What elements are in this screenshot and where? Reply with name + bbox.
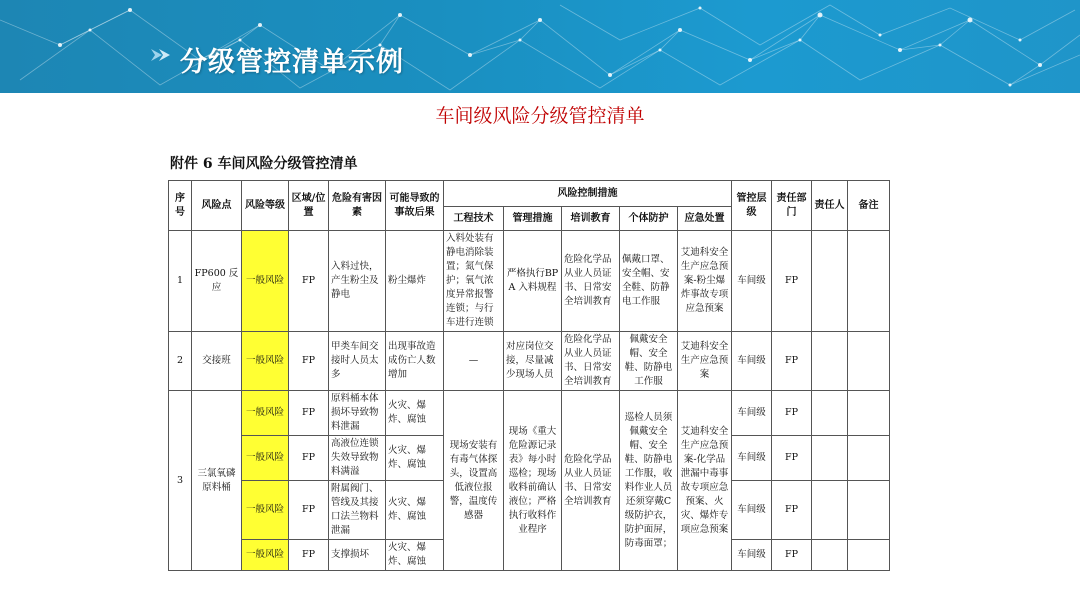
cell-risk-level: 一般风险 [242, 540, 289, 571]
header-control-level: 管控层级 [732, 181, 772, 231]
cell-risk-level: 一般风险 [242, 436, 289, 481]
cell-person [812, 481, 848, 540]
cell-training: 危险化学品从业人员证书、日常安全培训教育 [562, 332, 620, 391]
header-risk-level: 风险等级 [242, 181, 289, 231]
cell-training: 危险化学品从业人员证书、日常安全培训教育 [562, 391, 620, 571]
cell-dept: FP [772, 481, 812, 540]
cell-consequence: 火灾、爆炸、腐蚀 [386, 436, 444, 481]
cell-person [812, 391, 848, 436]
cell-risk-level: 一般风险 [242, 391, 289, 436]
cell-remark [848, 391, 890, 436]
cell-engineering: — [444, 332, 504, 391]
cell-remark [848, 481, 890, 540]
cell-remark [848, 332, 890, 391]
cell-area: FP [289, 332, 329, 391]
cell-area: FP [289, 540, 329, 571]
page-title: 分级管控清单示例 [180, 47, 404, 78]
table-row [169, 391, 890, 436]
cell-ppe: 巡检人员须佩戴安全帽、安全鞋、防静电工作服，收料作业人员还须穿戴C级防护衣，防护面屏，防毒面罩； [620, 391, 678, 571]
cell-risk-level: 一般风险 [242, 231, 289, 332]
cell-emergency: 艾迪科安全生产应急预案-粉尘爆炸事故专项应急预案 [678, 231, 732, 332]
table-title: 车间级风险分级管控清单 [435, 105, 645, 127]
cell-control-level: 车间级 [732, 332, 772, 391]
cell-risk-point: 三氯氧磷原料桶 [192, 391, 242, 571]
header-dept: 责任部门 [772, 181, 812, 231]
cell-remark [848, 231, 890, 332]
cell-consequence: 火灾、爆炸、腐蚀 [386, 391, 444, 436]
cell-ppe: 佩戴安全帽、安全鞋、防静电工作服 [620, 332, 678, 391]
cell-person [812, 231, 848, 332]
cell-seq: 3 [169, 391, 192, 571]
cell-consequence: 火灾、爆炸、腐蚀 [386, 481, 444, 540]
header-seq: 序号 [169, 181, 192, 231]
cell-consequence: 粉尘爆炸 [386, 231, 444, 332]
header-banner [0, 0, 1080, 93]
header-management: 管理措施 [504, 207, 562, 231]
cell-risk-point: FP600 反应 [192, 231, 242, 332]
table-row [169, 332, 890, 391]
header-consequence: 可能导致的事故后果 [386, 181, 444, 231]
cell-emergency: 艾迪科安全生产应急预案 [678, 332, 732, 391]
header-training: 培训教育 [562, 207, 620, 231]
cell-dept: FP [772, 332, 812, 391]
cell-control-level: 车间级 [732, 436, 772, 481]
header-area: 区域/位置 [289, 181, 329, 231]
cell-area: FP [289, 231, 329, 332]
cell-area: FP [289, 481, 329, 540]
cell-risk-level: 一般风险 [242, 481, 289, 540]
risk-control-table [168, 180, 890, 571]
arrow-icon [150, 47, 172, 63]
cell-area: FP [289, 391, 329, 436]
cell-hazard: 附属阀门、管线及其接口法兰物料泄漏 [329, 481, 386, 540]
cell-seq: 1 [169, 231, 192, 332]
cell-seq: 2 [169, 332, 192, 391]
cell-risk-point: 交接班 [192, 332, 242, 391]
table-row [169, 231, 890, 332]
cell-dept: FP [772, 391, 812, 436]
cell-management: 现场《重大危险源记录表》每小时巡检；现场收料前确认液位；严格执行收料作业程序 [504, 391, 562, 571]
header-remark: 备注 [848, 181, 890, 231]
cell-remark [848, 540, 890, 571]
cell-management: 对应岗位交接，尽量减少现场人员 [504, 332, 562, 391]
cell-control-level: 车间级 [732, 231, 772, 332]
cell-risk-level: 一般风险 [242, 332, 289, 391]
cell-hazard: 甲类车间交接时人员太多 [329, 332, 386, 391]
header-measures: 风险控制措施 [444, 181, 732, 207]
cell-control-level: 车间级 [732, 481, 772, 540]
header-emergency: 应急处置 [678, 207, 732, 231]
cell-dept: FP [772, 540, 812, 571]
cell-remark [848, 436, 890, 481]
header-engineering: 工程技术 [444, 207, 504, 231]
cell-hazard: 原料桶本体损坏导致物料泄漏 [329, 391, 386, 436]
cell-engineering: 入料处装有静电消除装置；氮气保护；氧气浓度异常报警连锁；与行车进行连锁 [444, 231, 504, 332]
cell-person [812, 332, 848, 391]
attachment-heading: 附件 6 车间风险分级管控清单 [170, 156, 358, 172]
cell-control-level: 车间级 [732, 391, 772, 436]
cell-person [812, 540, 848, 571]
cell-hazard: 高液位连锁失效导致物料满溢 [329, 436, 386, 481]
cell-ppe: 佩戴口罩、安全帽、安全鞋、防静电工作服 [620, 231, 678, 332]
cell-hazard: 入料过快，产生粉尘及静电 [329, 231, 386, 332]
cell-consequence: 火灾、爆炸、腐蚀 [386, 540, 444, 571]
header-person: 责任人 [812, 181, 848, 231]
cell-engineering: 现场安装有有毒气体探头，设置高低液位报警，温度传感器 [444, 391, 504, 571]
cell-dept: FP [772, 436, 812, 481]
cell-control-level: 车间级 [732, 540, 772, 571]
cell-area: FP [289, 436, 329, 481]
header-row [169, 181, 890, 207]
cell-consequence: 出现事故造成伤亡人数增加 [386, 332, 444, 391]
cell-person [812, 436, 848, 481]
cell-dept: FP [772, 231, 812, 332]
cell-hazard: 支撑损坏 [329, 540, 386, 571]
cell-training: 危险化学品从业人员证书、日常安全培训教育 [562, 231, 620, 332]
header-risk-point: 风险点 [192, 181, 242, 231]
header-hazard: 危险有害因素 [329, 181, 386, 231]
header-ppe: 个体防护 [620, 207, 678, 231]
cell-management: 严格执行BPA 入料规程 [504, 231, 562, 332]
cell-emergency: 艾迪科安全生产应急预案-化学品泄漏中毒事故专项应急预案、火灾、爆炸专项应急预案 [678, 391, 732, 571]
